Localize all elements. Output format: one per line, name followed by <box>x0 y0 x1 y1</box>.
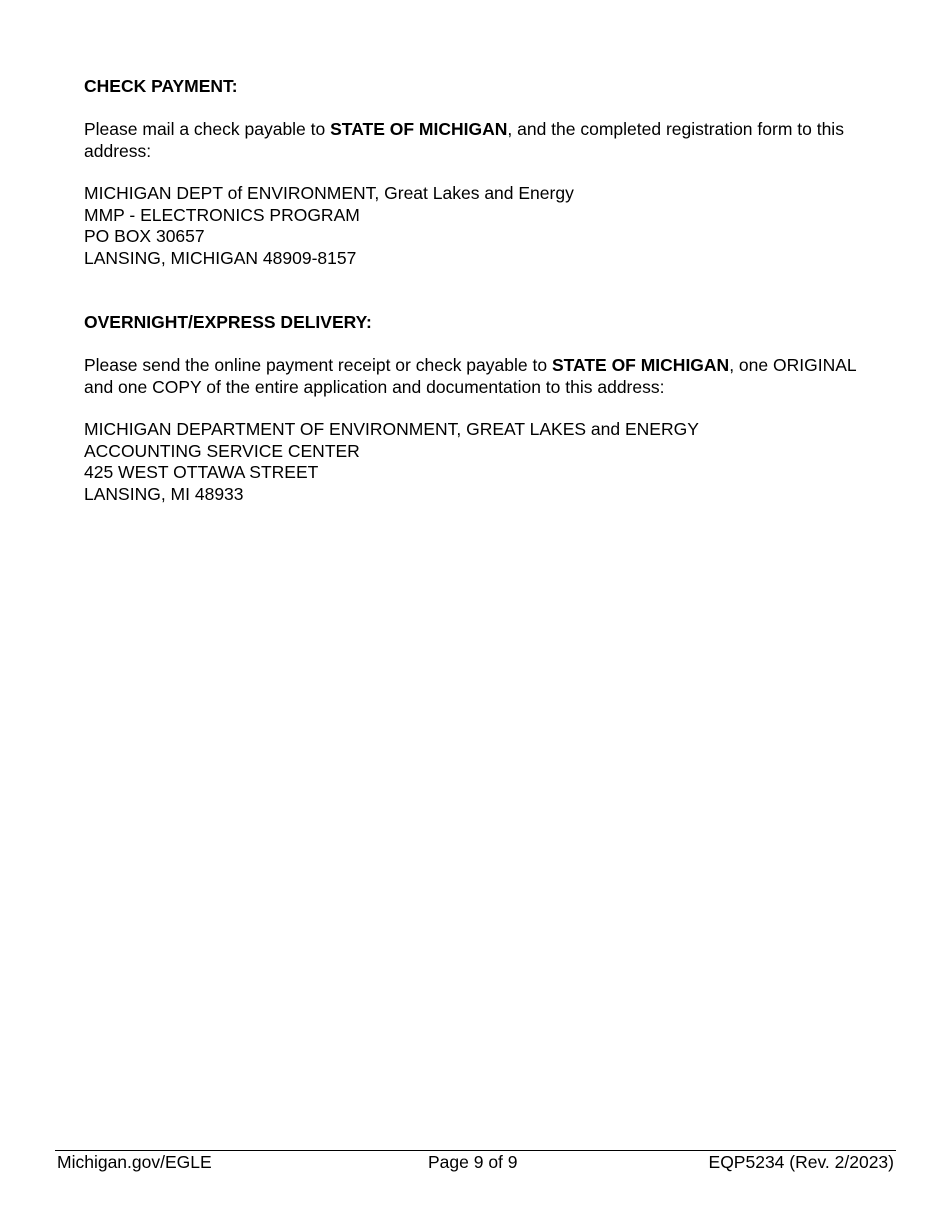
footer-divider <box>55 1150 896 1151</box>
page-footer <box>55 1152 896 1174</box>
check-payment-instructions <box>84 119 874 162</box>
check-payment-address <box>84 183 884 269</box>
payee-name: STATE OF MICHIGAN <box>330 119 508 139</box>
overnight-delivery-heading: OVERNIGHT/EXPRESS DELIVERY: <box>84 312 372 332</box>
footer-page-number: Page 9 of 9 <box>428 1152 518 1172</box>
overnight-delivery-instructions-pre: Please send the online payment receipt or check payable to <box>84 355 552 375</box>
address-line: MMP - ELECTRONICS PROGRAM <box>84 204 360 225</box>
footer-form-id: EQP5234 (Rev. 2/2023) <box>708 1152 894 1172</box>
address-line: PO BOX 30657 <box>84 226 205 246</box>
address-line: MICHIGAN DEPARTMENT OF ENVIRONMENT, GREAT LAKES and ENERGY <box>84 419 699 439</box>
footer-website: Michigan.gov/EGLE <box>57 1152 212 1172</box>
address-line: 425 WEST OTTAWA STREET <box>84 462 319 482</box>
address-line: LANSING, MI 48933 <box>84 483 244 504</box>
overnight-delivery-instructions <box>84 355 874 398</box>
check-payment-heading: CHECK PAYMENT: <box>84 76 238 96</box>
overnight-delivery-instructions-post: , one ORIGINAL and one COPY of the entire application and documentation to this address: <box>84 355 856 397</box>
check-payment-instructions-pre: Please mail a check payable to <box>84 119 331 139</box>
check-payment-instructions-post: , and the completed registration form to this address: <box>84 119 844 161</box>
overnight-delivery-address <box>84 419 884 505</box>
payee-name: STATE OF MICHIGAN <box>551 355 730 375</box>
address-line: ACCOUNTING SERVICE CENTER <box>84 440 360 461</box>
address-line: MICHIGAN DEPT of ENVIRONMENT, Great Lakes and Energy <box>84 183 574 203</box>
address-line: LANSING, MICHIGAN 48909-8157 <box>84 247 357 268</box>
